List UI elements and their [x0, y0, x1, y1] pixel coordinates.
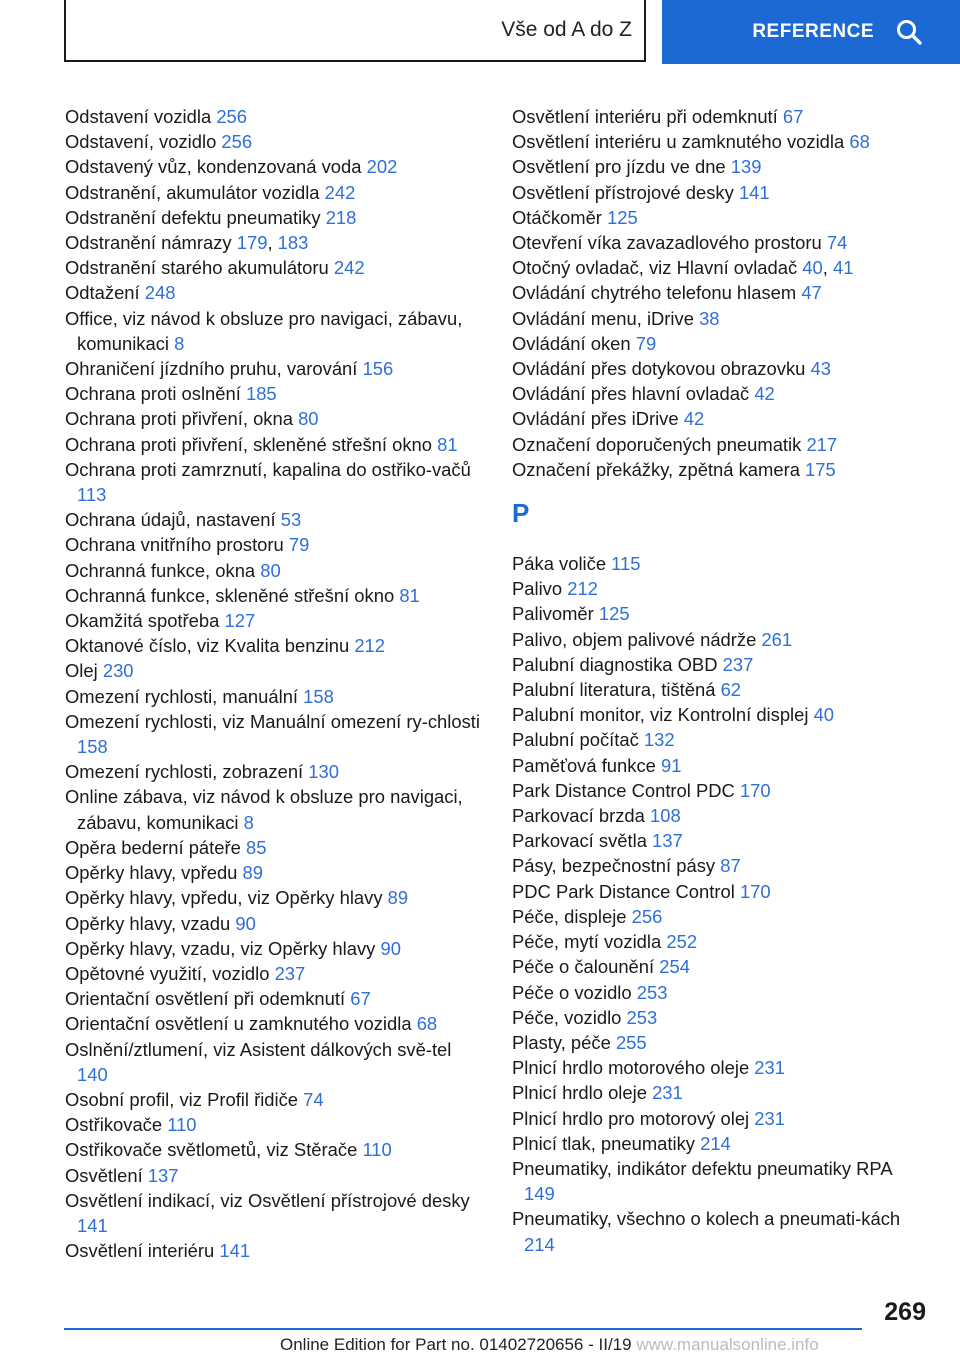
- index-entry: [65, 986, 485, 1011]
- index-entry: [512, 406, 912, 431]
- page-reference-link[interactable]: 110: [362, 1139, 392, 1161]
- page-reference-link[interactable]: 90: [235, 912, 256, 934]
- index-entry-term: Osvětlení interiéru při odemknutí: [512, 106, 778, 127]
- page-reference-link[interactable]: 158: [303, 685, 334, 707]
- page-reference-link[interactable]: 170: [739, 779, 771, 801]
- page-reference-link[interactable]: 127: [224, 610, 256, 632]
- index-entry: [65, 356, 485, 381]
- index-entry-term: Ovládání přes dotykovou obrazovku: [512, 358, 806, 380]
- page-reference-link[interactable]: 141: [77, 1214, 108, 1236]
- index-entry: [512, 1030, 912, 1055]
- page-reference-link[interactable]: 125: [598, 603, 630, 625]
- page-reference-link[interactable]: 253: [626, 1006, 658, 1028]
- index-entry-term: PDC Park Distance Control: [512, 880, 735, 902]
- index-entry: [512, 129, 912, 154]
- index-entry-term: Osvětlení interiéru: [65, 1240, 215, 1262]
- index-entry: [65, 936, 485, 961]
- index-entry: [65, 104, 485, 129]
- index-entry: [65, 1163, 485, 1188]
- page-reference-link[interactable]: 67: [782, 106, 804, 127]
- index-entry: [512, 702, 912, 727]
- index-entry: [65, 457, 485, 507]
- index-entry-term: Odstavení, vozidlo: [65, 131, 217, 153]
- index-entry-term: Péče, vozidlo: [512, 1006, 622, 1028]
- index-entry: [512, 980, 912, 1005]
- page-reference-link[interactable]: 80: [298, 408, 319, 430]
- index-entry: [512, 331, 912, 356]
- index-entry: [65, 633, 485, 658]
- page-reference-link[interactable]: 110: [167, 1114, 197, 1136]
- index-entry: [512, 1206, 912, 1256]
- index-entry: [512, 677, 912, 702]
- page-reference-link[interactable]: 85: [245, 836, 267, 858]
- index-entry: [512, 803, 912, 828]
- index-entry: [65, 532, 485, 557]
- page-reference-link[interactable]: 217: [806, 433, 838, 455]
- page-reference-link[interactable]: 42: [683, 408, 705, 430]
- index-entry: [512, 457, 912, 482]
- index-entry-term: Opěrky hlavy, vpředu, viz Opěrky hlavy: [65, 887, 383, 909]
- page-reference-link[interactable]: 141: [219, 1240, 251, 1262]
- reference-tab-label: REFERENCE: [752, 21, 874, 42]
- index-entry-term: Osobní profil, viz Profil řidiče: [65, 1088, 299, 1110]
- page-reference-link[interactable]: 91: [661, 754, 682, 776]
- index-entry: [512, 929, 912, 954]
- index-entry-term: Péče, displeje: [512, 905, 627, 927]
- index-entry: [512, 1106, 912, 1131]
- index-entry-term: Plnicí hrdlo pro motorový olej: [512, 1107, 750, 1129]
- index-entry-term: Ovládání oken: [512, 332, 631, 354]
- page-reference-link[interactable]: 256: [221, 131, 253, 153]
- index-entry-term: Palubní počítač: [512, 729, 639, 751]
- index-entry: [512, 576, 912, 601]
- index-entry: [512, 954, 912, 979]
- index-list-o: [512, 104, 912, 482]
- index-entry: [512, 306, 912, 331]
- index-entry: [65, 1112, 485, 1137]
- page-reference-link[interactable]: 253: [636, 981, 668, 1003]
- index-entry: [512, 381, 912, 406]
- footer-edition-text: Online Edition for Part no. 01402720656 - II/19: [280, 1335, 632, 1354]
- index-entry-term: Plnicí hrdlo motorového oleje: [512, 1057, 750, 1079]
- index-entry-term: Odstranění, akumulátor vozidla: [65, 181, 320, 203]
- index-entry: [65, 280, 485, 305]
- index-entry-term: Palivoměr: [512, 603, 594, 625]
- page-reference-link[interactable]: 139: [730, 156, 762, 178]
- footer: [280, 1335, 819, 1355]
- index-entry: [65, 961, 485, 986]
- index-entry: [512, 356, 912, 381]
- index-entry-term: Péče o vozidlo: [512, 981, 632, 1003]
- page-reference-link[interactable]: 231: [754, 1057, 785, 1079]
- page-reference-link[interactable]: 115: [611, 553, 641, 575]
- index-entry-term: Ochrana vnitřního prostoru: [65, 534, 284, 556]
- index-entry: [65, 911, 485, 936]
- index-entry-term: Odstranění starého akumulátoru: [65, 257, 329, 279]
- index-entry-term: Opěrky hlavy, vpředu: [65, 862, 238, 884]
- index-entry: [65, 154, 485, 179]
- index-entry-term: Oslnění/ztlumení, viz Asistent dálkových svě‐tel: [65, 1038, 452, 1060]
- index-entry-term: Okamžitá spotřeba: [65, 610, 220, 632]
- index-entry-term: Olej: [65, 660, 98, 682]
- index-entry-term: Opěra bederní páteře: [65, 836, 241, 858]
- index-entry: [65, 1087, 485, 1112]
- index-entry-term: Palivo: [512, 578, 563, 600]
- index-entry-term: Osvětlení interiéru u zamknutého vozidla: [512, 131, 845, 153]
- index-list-p: [512, 551, 912, 1257]
- index-entry-term: Paměťová funkce: [512, 754, 656, 776]
- index-entry: [512, 778, 912, 803]
- index-entry-term: Park Distance Control PDC: [512, 779, 735, 801]
- index-entry-term: Palivo, objem palivové nádrže: [512, 628, 757, 650]
- index-entry-term: Plnicí tlak, pneumatiky: [512, 1132, 695, 1154]
- index-entry-term: Opěrky hlavy, vzadu: [65, 912, 231, 934]
- footer-divider: [64, 1328, 862, 1330]
- index-column-right: [512, 104, 912, 1257]
- page-reference-link[interactable]: 43: [810, 358, 831, 380]
- index-entry-term: Ovládání chytrého telefonu hlasem: [512, 282, 797, 304]
- index-entry: [512, 1131, 912, 1156]
- index-entry-term: Palubní monitor, viz Kontrolní displej: [512, 704, 809, 726]
- page-reference-link[interactable]: 214: [524, 1233, 555, 1255]
- index-entry-term: Osvětlení: [65, 1164, 143, 1186]
- page-reference-link[interactable]: 38: [699, 307, 720, 329]
- index-entry-term: Odstranění defektu pneumatiky: [65, 206, 321, 228]
- index-entry-term: Péče o čalounění: [512, 956, 655, 978]
- section-letter-heading: P: [512, 498, 530, 529]
- index-entry: [65, 1137, 485, 1162]
- page-reference-link[interactable]: 158: [77, 736, 108, 758]
- index-entry-term: Ochrana proti přivření, skleněné střešní okno: [65, 433, 432, 455]
- index-entry-term: Ochrana údajů, nastavení: [65, 509, 276, 531]
- index-entry-term: Ohraničení jízdního pruhu, varování: [65, 358, 358, 380]
- search-icon[interactable]: [896, 19, 922, 45]
- index-entry: [65, 432, 485, 457]
- section-tab-label: Vše od A do Z: [501, 18, 632, 41]
- index-entry: [65, 180, 485, 205]
- page-reference-link[interactable]: 212: [567, 578, 598, 600]
- page-reference-link[interactable]: 87: [720, 855, 741, 877]
- index-entry-term: Ochrana proti zamrznutí, kapalina do ostřiko‐vačů: [65, 458, 471, 480]
- page-reference-link[interactable]: 242: [333, 257, 365, 279]
- index-entry: [65, 608, 485, 633]
- page-reference-link[interactable]: 214: [700, 1132, 731, 1154]
- page-reference-link[interactable]: 179: [236, 232, 268, 254]
- index-entry-term: Označení doporučených pneumatik: [512, 433, 802, 455]
- index-entry-term: Osvětlení indikací, viz Osvětlení přístrojové desky: [65, 1189, 470, 1211]
- page-reference-link[interactable]: 254: [659, 956, 690, 978]
- index-entry: [512, 1055, 912, 1080]
- index-entry: [512, 205, 912, 230]
- index-entry: [65, 684, 485, 709]
- index-entry-term: Parkovací světla: [512, 830, 647, 852]
- index-entry-term: Odstavení vozidla: [65, 106, 212, 127]
- index-entry: Odstranění námrazy 179, 183: [65, 232, 309, 254]
- page-reference-link[interactable]: 40: [813, 704, 835, 726]
- index-entry-term: Palubní diagnostika OBD: [512, 653, 718, 675]
- page-reference-link[interactable]: 89: [387, 887, 409, 909]
- page-reference-link[interactable]: 256: [631, 905, 663, 927]
- page-reference-link[interactable]: 68: [849, 131, 870, 153]
- index-entry-term: Ostřikovače: [65, 1114, 163, 1136]
- index-entry: [65, 709, 485, 759]
- index-entry: [512, 879, 912, 904]
- page-reference-link[interactable]: 255: [615, 1031, 647, 1053]
- page-reference-link[interactable]: 170: [739, 880, 771, 902]
- page-reference-link[interactable]: 156: [362, 358, 394, 380]
- index-entry: [512, 1156, 912, 1206]
- index-entry-term: Páka voliče: [512, 553, 607, 575]
- index-entry: [512, 652, 912, 677]
- index-entry-term: Ovládání přes hlavní ovladač: [512, 383, 750, 405]
- index-entry: [512, 828, 912, 853]
- page-reference-link[interactable]: 40: [802, 257, 823, 279]
- index-entry: [512, 601, 912, 626]
- page-reference-link[interactable]: 149: [524, 1183, 555, 1205]
- page-reference-link[interactable]: 183: [277, 232, 309, 254]
- page-reference-link[interactable]: 261: [761, 628, 793, 650]
- page-reference-link[interactable]: 237: [274, 962, 306, 984]
- index-entry-term: Ochrana proti oslnění: [65, 383, 241, 405]
- index-entry: [512, 1005, 912, 1030]
- footer-watermark: www.manualsonline.info: [636, 1335, 819, 1354]
- page-reference-link[interactable]: 108: [650, 805, 681, 827]
- index-entry-term: Odtažení: [65, 282, 140, 304]
- index-entry-term: Ochranná funkce, skleněné střešní okno: [65, 584, 395, 606]
- page-reference-link[interactable]: 185: [245, 383, 277, 405]
- page-reference-link[interactable]: 141: [738, 181, 770, 203]
- index-entry-term: Orientační osvětlení při odemknutí: [65, 988, 346, 1010]
- index-entry: [512, 154, 912, 179]
- index-entry: [65, 205, 485, 230]
- index-entry: [65, 583, 485, 608]
- section-tab[interactable]: [64, 0, 646, 62]
- index-entry: [65, 507, 485, 532]
- index-entry: [65, 558, 485, 583]
- reference-tab[interactable]: [662, 0, 960, 64]
- index-entry: Otočný ovladač, viz Hlavní ovladač 40, 41: [512, 257, 854, 279]
- index-entry: [512, 904, 912, 929]
- page-reference-link[interactable]: 47: [801, 282, 822, 304]
- page-reference-link[interactable]: 231: [754, 1107, 785, 1129]
- index-entry: [65, 1238, 485, 1263]
- index-entry-term: Plnicí hrdlo oleje: [512, 1082, 647, 1104]
- index-entry-term: Omezení rychlosti, manuální: [65, 685, 299, 707]
- index-entry-term: Pneumatiky, všechno o kolech a pneumati‐kách: [512, 1208, 901, 1230]
- index-entry: [512, 551, 912, 576]
- index-entry: [65, 885, 485, 910]
- index-entry-term: Ovládání menu, iDrive: [512, 307, 694, 329]
- page-reference-link[interactable]: 230: [102, 660, 134, 682]
- index-entry: [65, 860, 485, 885]
- page-reference-link[interactable]: 202: [366, 156, 398, 178]
- page-reference-link[interactable]: 68: [416, 1013, 438, 1035]
- index-entry: [512, 180, 912, 205]
- page-reference-link[interactable]: 218: [325, 206, 357, 228]
- index-entry: [512, 627, 912, 652]
- index-entry-term: Parkovací brzda: [512, 805, 645, 827]
- page-reference-link[interactable]: 79: [288, 534, 310, 556]
- page-number: 269: [884, 1298, 926, 1326]
- page-reference-link[interactable]: 90: [380, 937, 401, 959]
- index-entry-term: Osvětlení přístrojové desky: [512, 181, 734, 203]
- index-entry-term: Osvětlení pro jízdu ve dne: [512, 156, 726, 178]
- index-column-left: [65, 104, 485, 1263]
- index-entry-term: Plasty, péče: [512, 1031, 611, 1053]
- page-reference-link[interactable]: 242: [324, 181, 356, 203]
- index-entry-term: Palubní literatura, tištěná: [512, 679, 716, 701]
- page-reference-link[interactable]: 113: [77, 484, 107, 506]
- page-reference-link[interactable]: 231: [652, 1082, 683, 1104]
- page-reference-link[interactable]: 137: [652, 830, 683, 852]
- index-entry-term: Oktanové číslo, viz Kvalita benzinu: [65, 635, 350, 657]
- page-reference-link[interactable]: 8: [174, 332, 185, 354]
- page-reference-link[interactable]: 42: [754, 383, 775, 405]
- index-entry-term: Office, viz návod k obsluze pro navigaci, zábavu, komunikaci: [65, 307, 463, 354]
- index-entry-term: Otevření víka zavazadlového prostoru: [512, 232, 822, 254]
- page-reference-link[interactable]: 67: [350, 988, 371, 1010]
- index-entry-term: Otočný ovladač, viz Hlavní ovladač: [512, 257, 798, 279]
- index-entry: [65, 406, 485, 431]
- page-reference-link[interactable]: 252: [666, 931, 698, 953]
- index-entry-term: Péče, mytí vozidla: [512, 931, 662, 953]
- page-reference-link[interactable]: 132: [643, 729, 675, 751]
- index-entry: [65, 658, 485, 683]
- index-entry: [65, 835, 485, 860]
- index-entry-term: Opěrky hlavy, vzadu, viz Opěrky hlavy: [65, 937, 376, 959]
- index-entry-term: Odstranění námrazy: [65, 232, 232, 254]
- page-reference-link[interactable]: 248: [144, 282, 176, 304]
- index-entry-term: Orientační osvětlení u zamknutého vozidla: [65, 1013, 412, 1035]
- index-entry: [512, 1080, 912, 1105]
- index-entry-term: Ostřikovače světlometů, viz Stěrače: [65, 1139, 358, 1161]
- index-entry-term: Ochrana proti přivření, okna: [65, 408, 293, 430]
- page-reference-link[interactable]: 81: [437, 433, 458, 455]
- index-entry-term: Opětovné využití, vozidlo: [65, 962, 270, 984]
- index-entry-term: Online zábava, viz návod k obsluze pro navigaci, zábavu, komunikaci: [65, 786, 463, 833]
- page-reference-link[interactable]: 175: [805, 458, 836, 480]
- index-entry: [65, 255, 485, 280]
- index-entry: [65, 759, 485, 784]
- index-entry: [512, 104, 912, 129]
- index-entry-term: Ovládání přes iDrive: [512, 408, 679, 430]
- page-reference-link[interactable]: 256: [216, 106, 247, 127]
- index-entry-term: Označení překážky, zpětná kamera: [512, 458, 800, 480]
- page-reference-link[interactable]: 130: [308, 761, 339, 783]
- index-entry: [512, 753, 912, 778]
- top-navigation: [0, 0, 960, 66]
- page-reference-link[interactable]: 212: [354, 635, 385, 657]
- index-entry-term: Odstavený vůz, kondenzovaná voda: [65, 156, 362, 178]
- index-entry: [65, 129, 485, 154]
- index-entry: [512, 280, 912, 305]
- page-reference-link[interactable]: 81: [399, 584, 420, 606]
- page-reference-link[interactable]: 74: [826, 232, 848, 254]
- page-reference-link[interactable]: 125: [607, 206, 638, 228]
- index-entry: [65, 381, 485, 406]
- index-entry: [512, 853, 912, 878]
- page-reference-link[interactable]: 237: [722, 653, 754, 675]
- page-reference-link[interactable]: 8: [243, 811, 254, 833]
- page-reference-link[interactable]: 62: [720, 679, 742, 701]
- index-entry: [65, 1037, 485, 1087]
- index-entry: [65, 1188, 485, 1238]
- index-entry: [512, 432, 912, 457]
- index-entry-term: Otáčkoměr: [512, 206, 602, 228]
- page-reference-link[interactable]: 140: [77, 1063, 108, 1085]
- page-reference-link[interactable]: 80: [260, 559, 281, 581]
- page-reference-link[interactable]: 74: [303, 1088, 324, 1110]
- index-entry: [512, 230, 912, 255]
- index-entry: [512, 727, 912, 752]
- page-reference-link[interactable]: 89: [242, 862, 263, 884]
- page-reference-link[interactable]: 41: [833, 257, 854, 279]
- index-entry-term: Pásy, bezpečnostní pásy: [512, 855, 716, 877]
- page-reference-link[interactable]: 79: [635, 332, 657, 354]
- index-entry: [65, 306, 485, 356]
- index-entry-term: Omezení rychlosti, viz Manuální omezení ry‐chlosti: [65, 710, 480, 732]
- index-entry: [65, 1011, 485, 1036]
- index-entry-term: Omezení rychlosti, zobrazení: [65, 761, 304, 783]
- index-entry: [65, 784, 485, 834]
- page-reference-link[interactable]: 137: [147, 1164, 179, 1186]
- index-entry-term: Pneumatiky, indikátor defektu pneumatiky RPA: [512, 1157, 892, 1179]
- page-reference-link[interactable]: 53: [280, 509, 302, 531]
- index-entry-term: Ochranná funkce, okna: [65, 559, 256, 581]
